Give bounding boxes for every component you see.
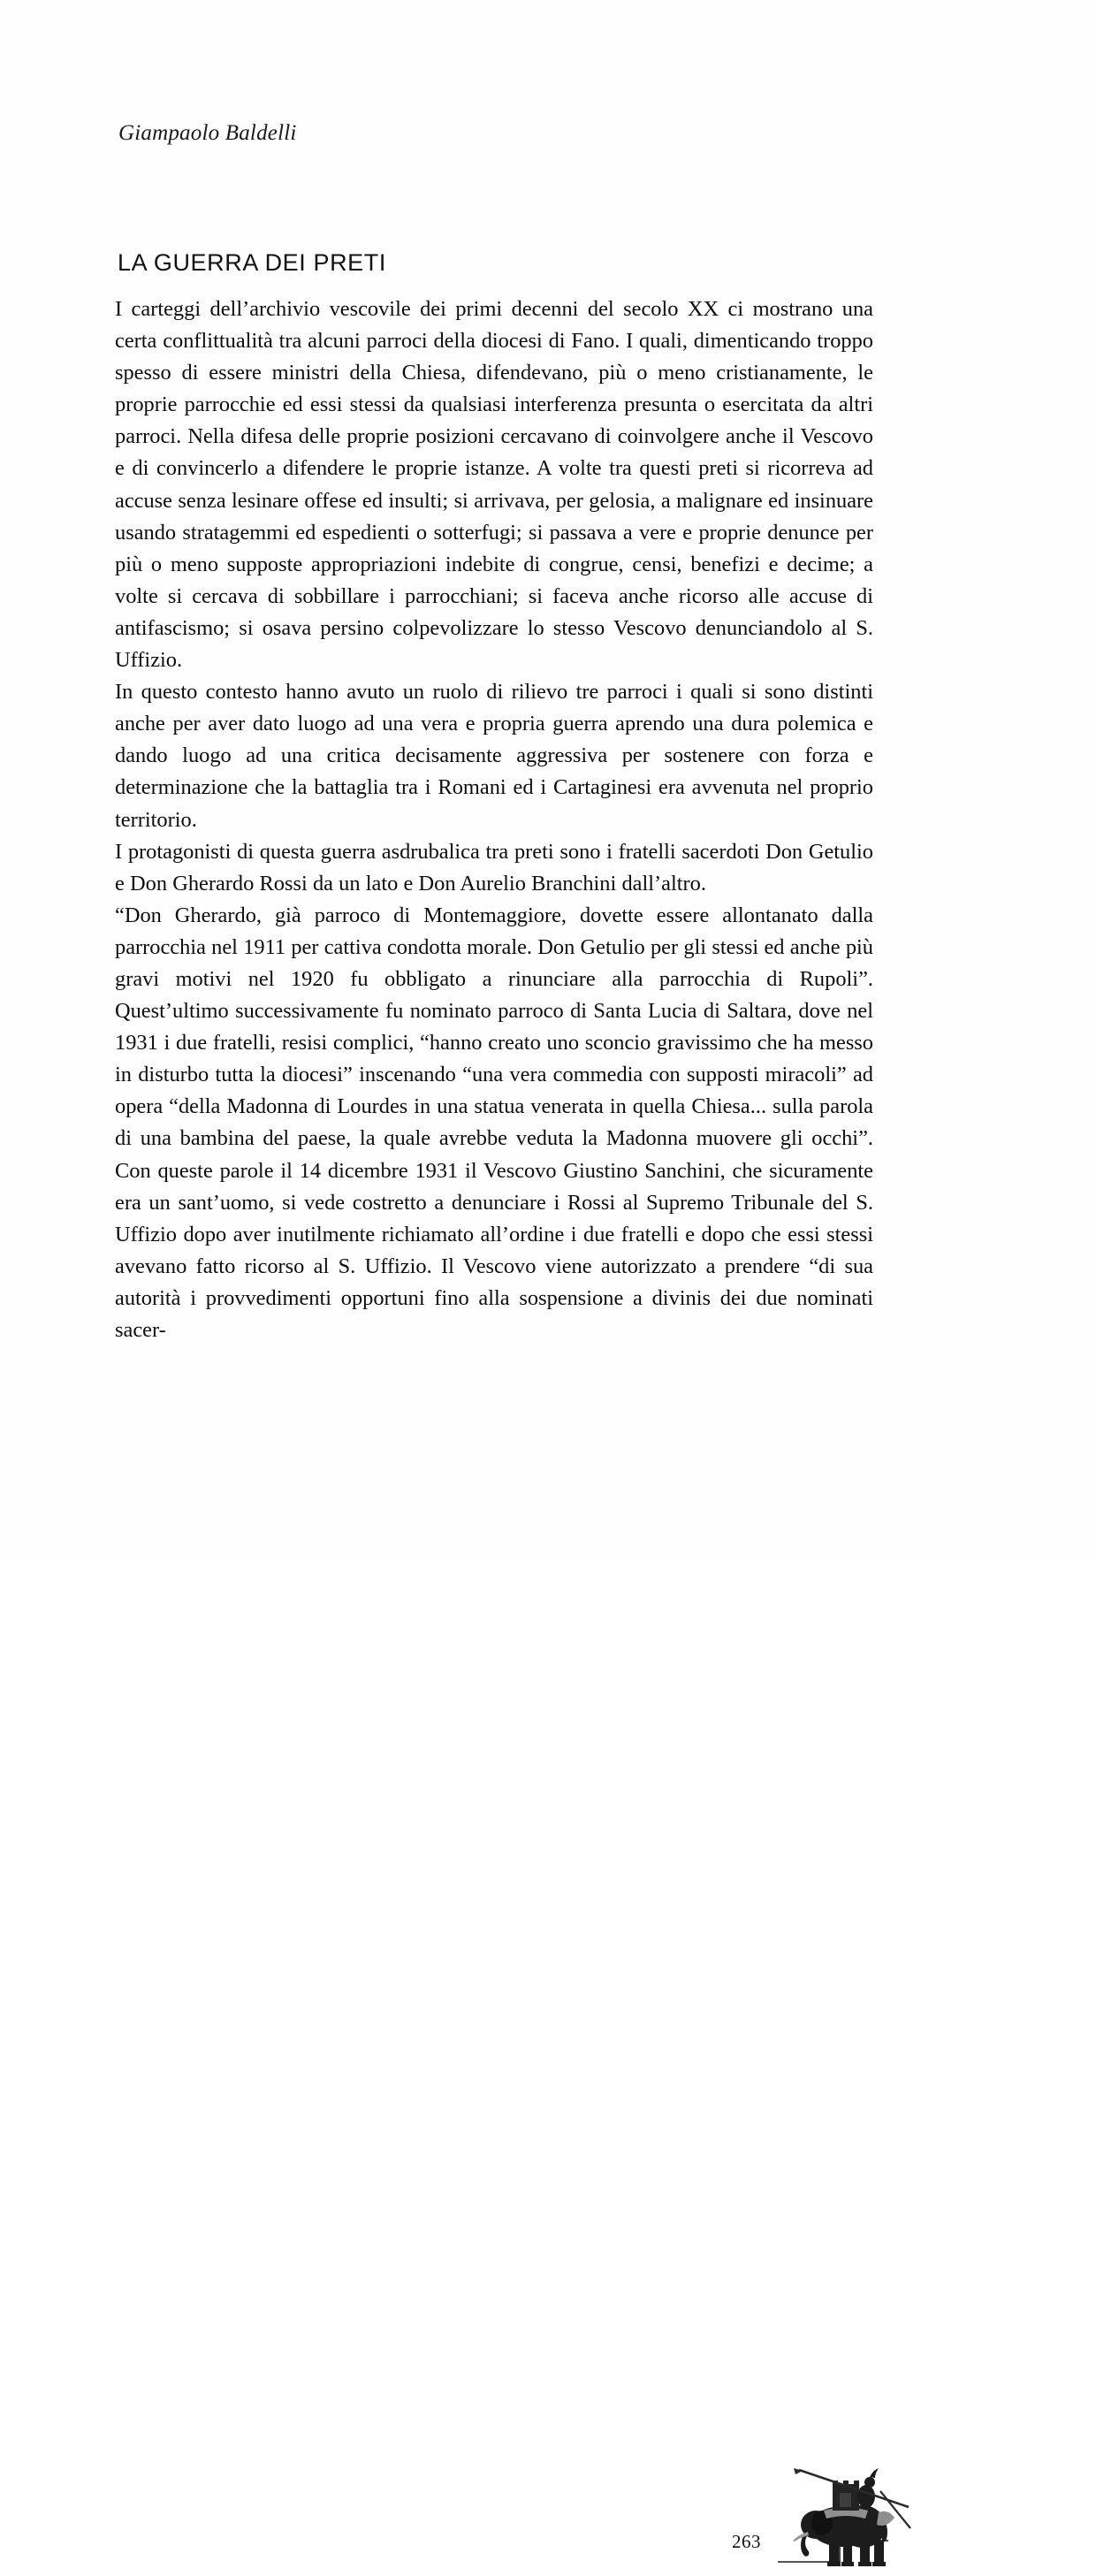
war-elephant-with-rider-icon (767, 2465, 916, 2576)
paragraph: I carteggi dell’archivio vescovile dei primi decenni del secolo XX ci mostrano una certa conflittualità tra alcuni parroci della diocesi di Fano. I quali, dimenticando troppo spesso di essere ministri della Chiesa, difendevano, più o meno cristianamente, le proprie parrocchie ed essi stessi da qualsiasi interferenza presunta o esercitata da altri parroci. Nella difesa delle proprie posizioni cercavano di coinvolgere anche il Vescovo e di convincerlo a difendere le proprie istanze. A volte tra questi preti si ricorreva ad accuse senza lesinare offese ed insulti; si arrivava, per gelosia, a malignare ed insinuare usando stratagemmi ed espedienti o sotterfugi; si passava a vere e proprie denunce per più o meno supposte appropriazioni indebite di congrue, censi, benefizi e decime; a volte si cercava di sobbillare i parrocchiani; si faceva anche ricorso alle accuse di antifascismo; si osava persino colpevolizzare lo stesso Vescovo denunciandolo al S. Uffizio. (115, 297, 873, 673)
page-footer (0, 1246, 1096, 2552)
body-text-column (115, 293, 873, 1346)
paragraph: I protagonisti di questa guerra asdrubalica tra preti sono i fratelli sacerdoti Don Getulio e Don Gherardo Rossi da un lato e Don Aurelio Branchini dall’altro. (115, 839, 873, 896)
paragraph: In questo contesto hanno avuto un ruolo di rilievo tre parroci i quali si sono distinti anche per aver dato luogo ad una vera e propria guerra aprendo una dura polemica e dando luogo ad una critica decisamente aggressiva per sostenere con forza e determinazione che la battaglia tra i Romani ed i Cartaginesi era avvenuta nel proprio territorio. (115, 680, 873, 832)
page-title: LA GUERRA DEI PRETI (118, 249, 386, 277)
author-name: Giampaolo Baldelli (118, 121, 297, 145)
page-number: 263 (732, 2531, 761, 2552)
paragraph: “Don Gherardo, già parroco di Montemaggiore, dovette essere allontanato dalla parrocchia nel 1911 per cattiva condotta morale. Don Getulio per gli stessi ed anche più gravi motivi nel 1920 fu obbligato a rinunciare alla parrocchia di Rupoli”. Quest’ultimo successivamente fu nominato parroco di Santa Lucia di Saltara, dove nel 1931 i due fratelli, resisi complici, “hanno creato uno sconcio gravissimo che ha messo in disturbo tutta la diocesi” inscenando “una vera commedia con supposti miracoli” ad opera “della Madonna di Lourdes in una statua venerata in quella Chiesa... sulla parola di una bambina del paese, la quale avrebbe veduta la Madonna muovere gli occhi”. Con queste parole il 14 dicembre 1931 il Vescovo Giustino Sanchini, che sicuramente era un sant’uomo, si vede costretto a denunciare i Rossi al Supremo Tribunale del S. Uffizio dopo aver inutilmente richiamato all’ordine i due fratelli e dopo che essi stessi avevano fatto ricorso al S. Uffizio. Il Vescovo viene autorizzato a prendere “di sua autorità i provvedimenti opportuni fino alla sospensione a divinis dei due nominati sacer- (115, 903, 873, 1342)
footer-rule (778, 2535, 888, 2567)
